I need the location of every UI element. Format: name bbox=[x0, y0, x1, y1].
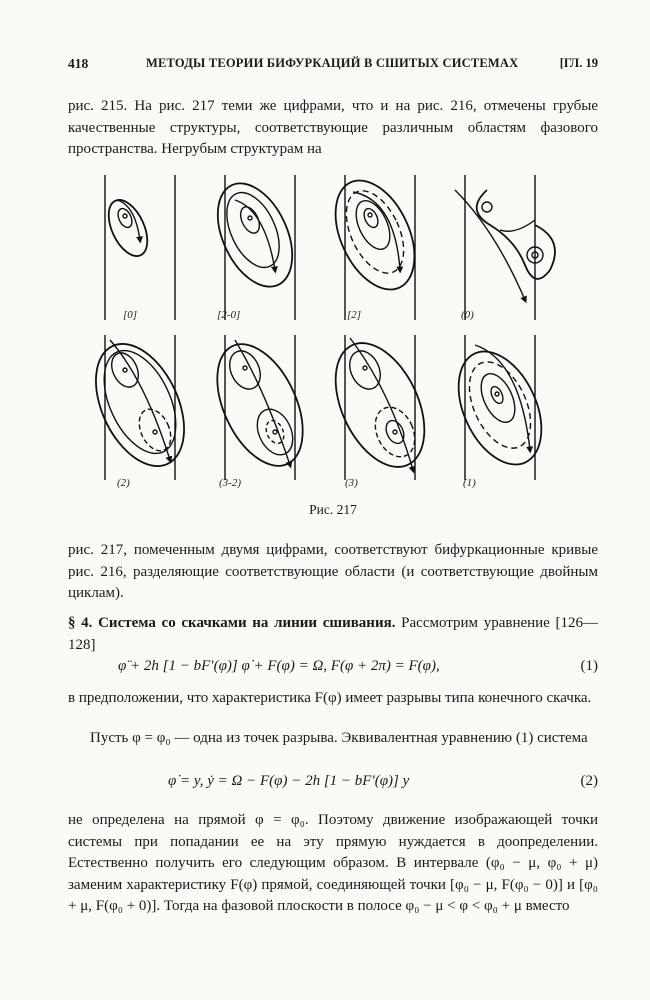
section-paragraph bbox=[68, 613, 598, 656]
panel-label-3: (3) bbox=[345, 477, 358, 489]
equation-2 bbox=[68, 771, 598, 797]
panel-label-0-round: (0) bbox=[461, 309, 474, 321]
equation-1 bbox=[68, 656, 598, 682]
paragraph-1: рис. 215. На рис. 217 теми же цифрами, что и на рис. 216, отмечены грубые качественные структуры, соответствующие различным областям фазового пространства. Негрубым структурам на bbox=[68, 98, 598, 157]
running-header bbox=[68, 56, 598, 76]
panel-label-0: [0] bbox=[123, 309, 138, 321]
equation-2-body: φ̇ = y, ẏ = Ω − F(φ) − 2h [1 − bF′(φ)] y bbox=[168, 773, 410, 789]
panel-label-2: [2] bbox=[347, 309, 362, 321]
paragraph-5: не определена на прямой φ = φ₀. Поэтому движение изображающей точки системы при попадании ее на эту прямую нуждается в доопределении. Естественно получить его следующим образом. В интервале (φ₀ − μ, φ₀ + μ) заменим характеристику F(φ) прямой, соединяющей точки [φ₀ − μ, F(φ₀ − 0)] и [φ₀ + μ, F(φ₀ + 0)]. Тогда на фазовой плоскости в полосе φ₀ − μ < φ < φ₀ + μ вместо bbox=[68, 812, 598, 914]
section-text: Рассмотрим уравнение [126—128] bbox=[68, 615, 599, 653]
paragraph-4: Пусть φ = φ₀ — одна из точек разрыва. Эквивалентная уравнению (1) система bbox=[90, 730, 588, 746]
equation-2-number: (2) bbox=[580, 773, 598, 789]
panel-label-3-2: (3-2) bbox=[219, 477, 241, 489]
section-heading: § 4. Система со скачками на линии сшивания. bbox=[68, 615, 396, 631]
page-number: 418 bbox=[68, 56, 89, 71]
equation-1-number: (1) bbox=[580, 658, 598, 674]
figure-caption: Рис. 217 bbox=[309, 502, 357, 517]
panel-label-2-0: [2-0] bbox=[217, 309, 241, 321]
paragraph-2: рис. 217, помеченным двумя цифрами, соответствуют бифуркационные кривые рис. 216, разделяющие соответствующие области (и соответствующие двойным циклам). bbox=[68, 542, 598, 601]
paragraph-3: в предположении, что характеристика F(φ) имеет разрывы типа конечного скачка. bbox=[68, 690, 592, 706]
chapter-label: [ГЛ. 19 bbox=[559, 56, 598, 70]
figure-217 bbox=[95, 170, 585, 500]
running-title: МЕТОДЫ ТЕОРИИ БИФУРКАЦИЙ В СШИТЫХ СИСТЕМАХ bbox=[146, 56, 519, 70]
panel-label-2-round: (2) bbox=[117, 477, 130, 489]
panel-label-1: (1) bbox=[463, 477, 476, 489]
equation-1-body: φ̈ + 2h [1 − bF′(φ)] φ̇ + F(φ) = Ω, F(φ + 2π) = F(φ), bbox=[118, 658, 440, 674]
